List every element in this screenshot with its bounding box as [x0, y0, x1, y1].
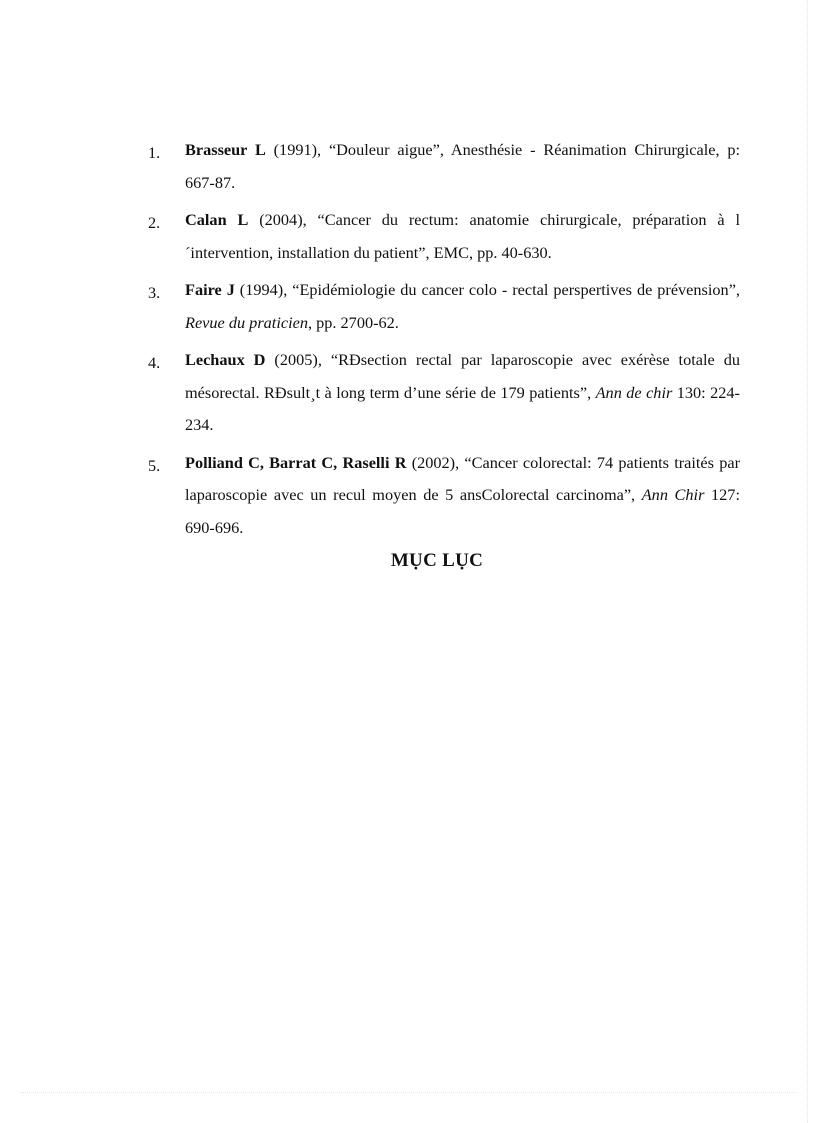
reference-item	[148, 204, 740, 269]
reference-tail: , pp. 2700-62.	[307, 312, 399, 332]
reference-text: (2005), “RÐsection rectal par laparoscopie avec exérèse totale du mésorectal. RÐsult¸t à long term d’une série de 179 patients”,	[185, 350, 740, 402]
reference-number: 2.	[148, 213, 161, 232]
reference-text: (2004), “Cancer du rectum: anatomie chirurgicale, préparation à l´intervention, installation du patient”, EMC, pp. 40-630.	[185, 210, 740, 262]
reference-tail: 130: 224-234.	[185, 382, 740, 434]
reference-number: 1.	[148, 143, 161, 162]
reference-number: 4.	[148, 353, 161, 372]
reference-text: (2002), “Cancer colorectal: 74 patients traités par laparoscopie avec un recul moyen de 5 ansColorectal carcinoma”,	[185, 452, 740, 504]
page-border-bottom	[20, 1092, 796, 1093]
reference-author: Calan L	[185, 210, 249, 229]
reference-text: (1994), “Epidémiologie du cancer colo - rectal perspertives de prévension”,	[234, 280, 740, 299]
reference-author: Polliand C, Barrat C, Raselli R	[185, 452, 407, 472]
reference-journal: Ann de chir	[595, 382, 673, 402]
reference-item	[148, 344, 740, 442]
reference-number: 3.	[148, 283, 161, 302]
reference-author: Brasseur L	[185, 140, 266, 159]
reference-item	[148, 274, 740, 339]
reference-item	[148, 134, 740, 199]
reference-text: (1991), “Douleur aigue”, Anesthésie - Réanimation Chirurgicale, p: 667-87.	[185, 140, 741, 192]
reference-author: Lechaux D	[185, 350, 266, 369]
reference-author: Faire J	[185, 280, 235, 299]
reference-tail: 127: 690-696.	[185, 485, 740, 537]
reference-number: 5.	[148, 455, 161, 475]
reference-journal: Ann Chir	[641, 485, 705, 504]
page-border-right	[807, 0, 808, 1123]
reference-journal: Revue du praticien	[185, 312, 308, 332]
reference-item	[148, 447, 740, 545]
reference-list	[148, 134, 740, 549]
table-of-contents-title: MỤC LỤC	[390, 550, 484, 571]
